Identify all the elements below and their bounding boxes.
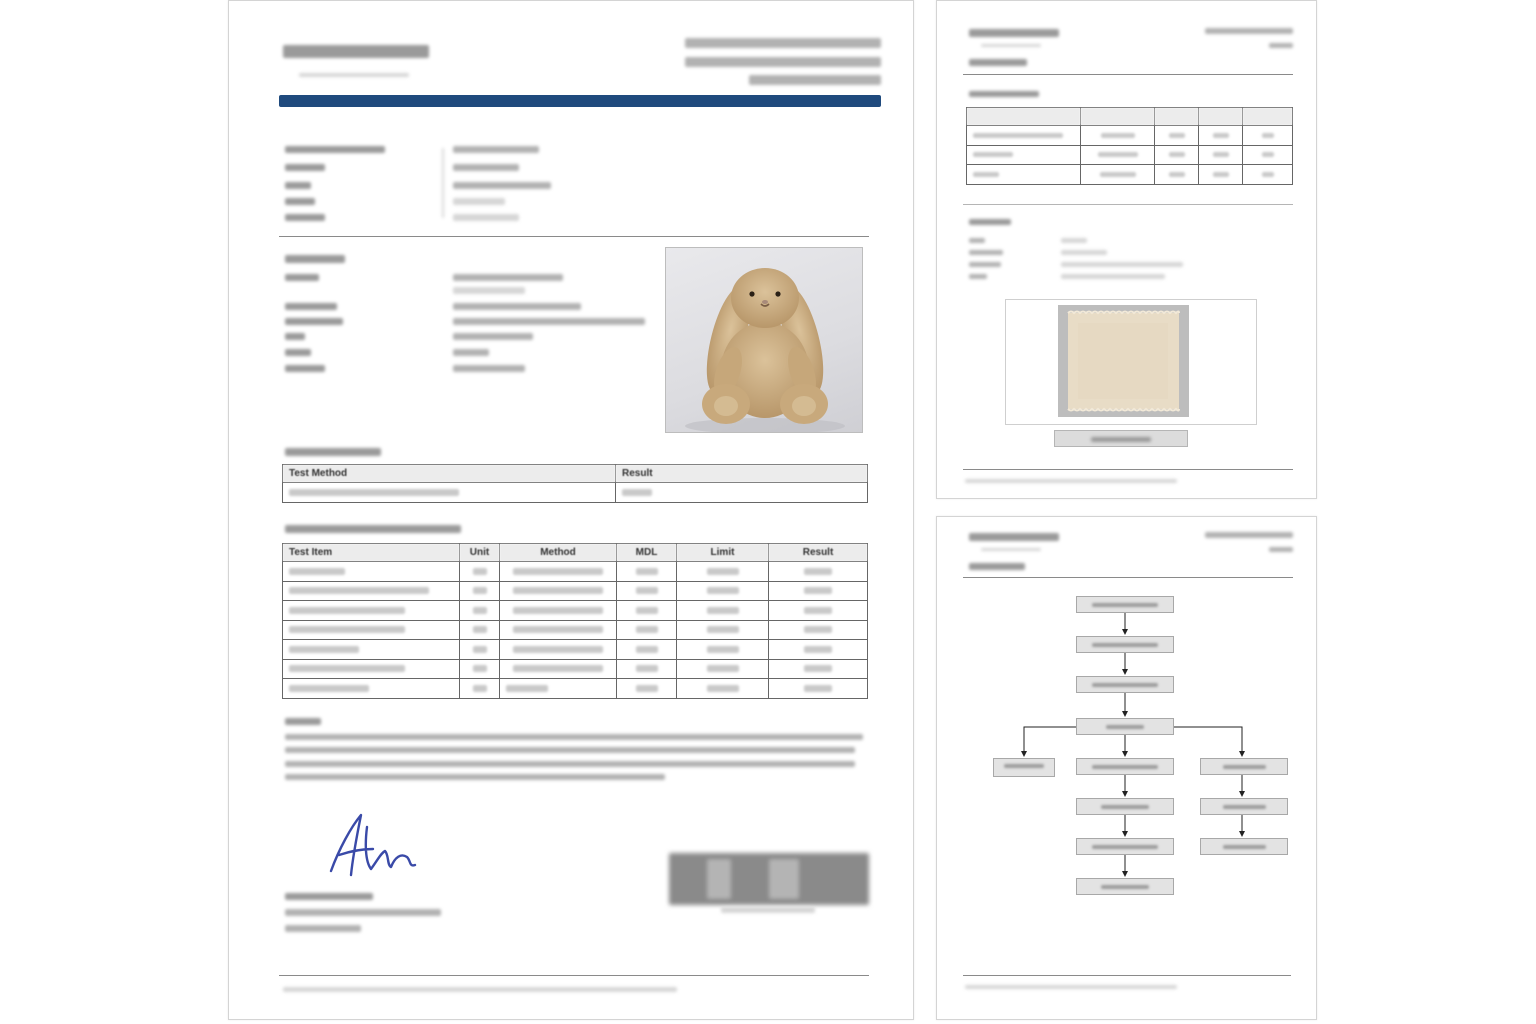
footer-text — [283, 987, 677, 992]
table-row — [283, 620, 868, 640]
divider-1 — [279, 236, 869, 237]
fabric-swatch-photo — [1058, 305, 1189, 417]
header-mdl: MDL — [617, 544, 677, 562]
report-page-2 — [936, 0, 1317, 499]
test-method-table — [282, 464, 868, 503]
header-limit: Limit — [677, 544, 769, 562]
section-heading-items — [285, 525, 461, 533]
flow-step — [1076, 596, 1174, 613]
report-page-main — [228, 0, 914, 1020]
flow-step — [1200, 758, 1288, 775]
table-row — [967, 165, 1293, 185]
header-result: Result — [616, 465, 868, 483]
flow-step — [1076, 676, 1174, 693]
header-result-col: Result — [769, 544, 868, 562]
header-address-line-1 — [685, 38, 881, 48]
company-logo — [969, 29, 1059, 37]
swatch-caption — [1054, 430, 1188, 447]
summary-table — [966, 107, 1293, 185]
header-test-item: Test Item — [283, 544, 460, 562]
section-heading-method — [285, 448, 381, 456]
plush-bunny-photo — [665, 247, 863, 433]
header-test-method: Test Method — [283, 465, 616, 483]
table-row — [283, 659, 868, 679]
report-page-3 — [936, 516, 1317, 1020]
header-address-line-2 — [685, 57, 881, 67]
signatory-title — [285, 909, 441, 916]
footer-rule — [279, 975, 869, 976]
company-logo — [283, 45, 429, 58]
flow-step — [1076, 758, 1174, 775]
section-title — [969, 59, 1027, 66]
table-row — [283, 679, 868, 699]
flow-step — [993, 758, 1055, 777]
header-unit: Unit — [460, 544, 500, 562]
table-row — [967, 126, 1293, 146]
table-row — [283, 562, 868, 582]
flow-step — [1076, 718, 1174, 735]
table-row — [967, 145, 1293, 165]
header-bar — [279, 95, 881, 107]
header-method: Method — [500, 544, 617, 562]
flow-step — [1200, 798, 1288, 815]
flow-step — [1076, 838, 1174, 855]
fabric-swatch-frame — [1005, 299, 1257, 425]
header-address-line-3 — [749, 75, 881, 85]
signatory-name — [285, 893, 373, 900]
signature-icon — [325, 809, 425, 881]
table-row — [283, 640, 868, 660]
flow-step — [1076, 878, 1174, 895]
test-items-table — [282, 543, 868, 699]
flow-step — [1076, 798, 1174, 815]
table-row — [283, 601, 868, 621]
table-row — [283, 581, 868, 601]
company-tagline — [299, 73, 409, 77]
flow-step — [1200, 838, 1288, 855]
flow-step — [1076, 636, 1174, 653]
signatory-date — [285, 925, 361, 932]
